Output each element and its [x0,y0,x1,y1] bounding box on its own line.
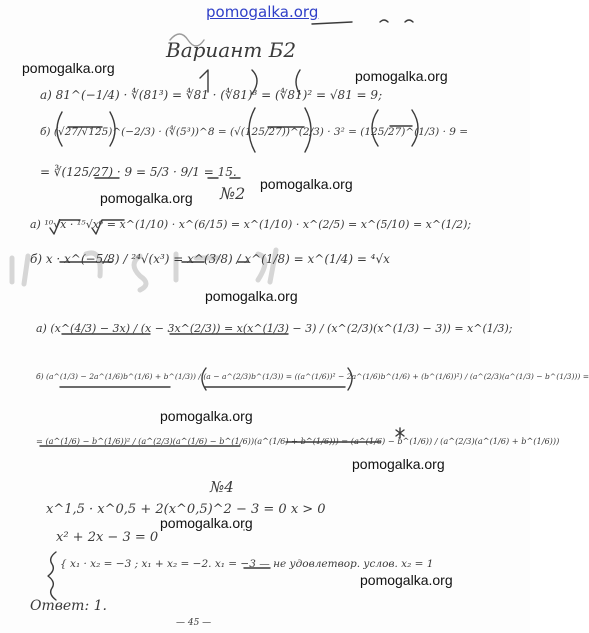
task4-number: №4 [210,478,234,496]
watermark: pomogalka.org [352,456,445,472]
task4-quadratic: x² + 2x − 3 = 0 [56,530,159,545]
task4-system: { x₁ · x₂ = −3 ; x₁ + x₂ = −2. x₁ = −3 — не удовлетвор. услов. x₂ = 1 [60,558,434,570]
task1-a: а) 81^(−1/4) · ∜(81³) = ∜81 · (∜81)³ = (∜81)² = √81 = 9; [40,88,383,102]
watermark-link[interactable]: pomogalka.org [206,3,319,21]
watermark: pomogalka.org [260,176,353,192]
task1-b-continued: = ∛(125/27) · 9 = 5/3 · 9/1 = 15. [40,165,237,179]
watermark: pomogalka.org [22,60,115,76]
task2-number: №2 [220,184,246,203]
watermark: pomogalka.org [205,288,298,304]
task1-b: б) (√27/√125)^(−2/3) · (∜(5³))^8 = (√(125/27))^(2/3) · 3² = (125/27)^(1/3) · 9 = [40,126,469,138]
heading: Вариант Б2 [166,38,297,62]
page-number: — 45 — [176,618,212,628]
answer: Ответ: 1. [30,598,107,614]
task2-b: б) x · x^(−5/8) / ²⁴√(x³) = x^(3/8) / x^(1/8) = x^(1/4) = ⁴√x [30,252,390,266]
task4-equation: x^1,5 · x^0,5 + 2(x^0,5)^2 − 3 = 0 x > 0 [46,502,326,517]
watermark: pomogalka.org [100,190,193,206]
watermark: pomogalka.org [160,408,253,424]
task3-b-continued: = (a^(1/6) − b^(1/6))² / (a^(2/3)(a^(1/6) − b^(1/6))(a^(1/6) + b^(1/6))) = (a^(1/6) − b^(1/6)) / (a^(2/3)(a^(1/6) + b^(1/6))) [36,436,560,446]
watermark: pomogalka.org [360,572,453,588]
watermark: pomogalka.org [355,68,448,84]
task3-a: а) (x^(4/3) − 3x) / (x − 3x^(2/3)) = x(x^(1/3) − 3) / (x^(2/3)(x^(1/3) − 3)) = x^(1/3); [36,322,513,335]
task3-b: б) (a^(1/3) − 2a^(1/6)b^(1/6) + b^(1/3)) / (a − a^(2/3)b^(1/3)) = ((a^(1/6))² − 2a^(1/6)b^(1/6) + (b^(1/6))²) / (a^(2/3)(a^(1/3) − b^(1/3))) = [36,372,589,381]
watermark: pomogalka.org [160,515,253,531]
task2-a: а) ¹⁰√x · ¹⁵√x⁶ = x^(1/10) · x^(6/15) = x^(1/10) · x^(2/5) = x^(5/10) = x^(1/2); [30,218,472,231]
